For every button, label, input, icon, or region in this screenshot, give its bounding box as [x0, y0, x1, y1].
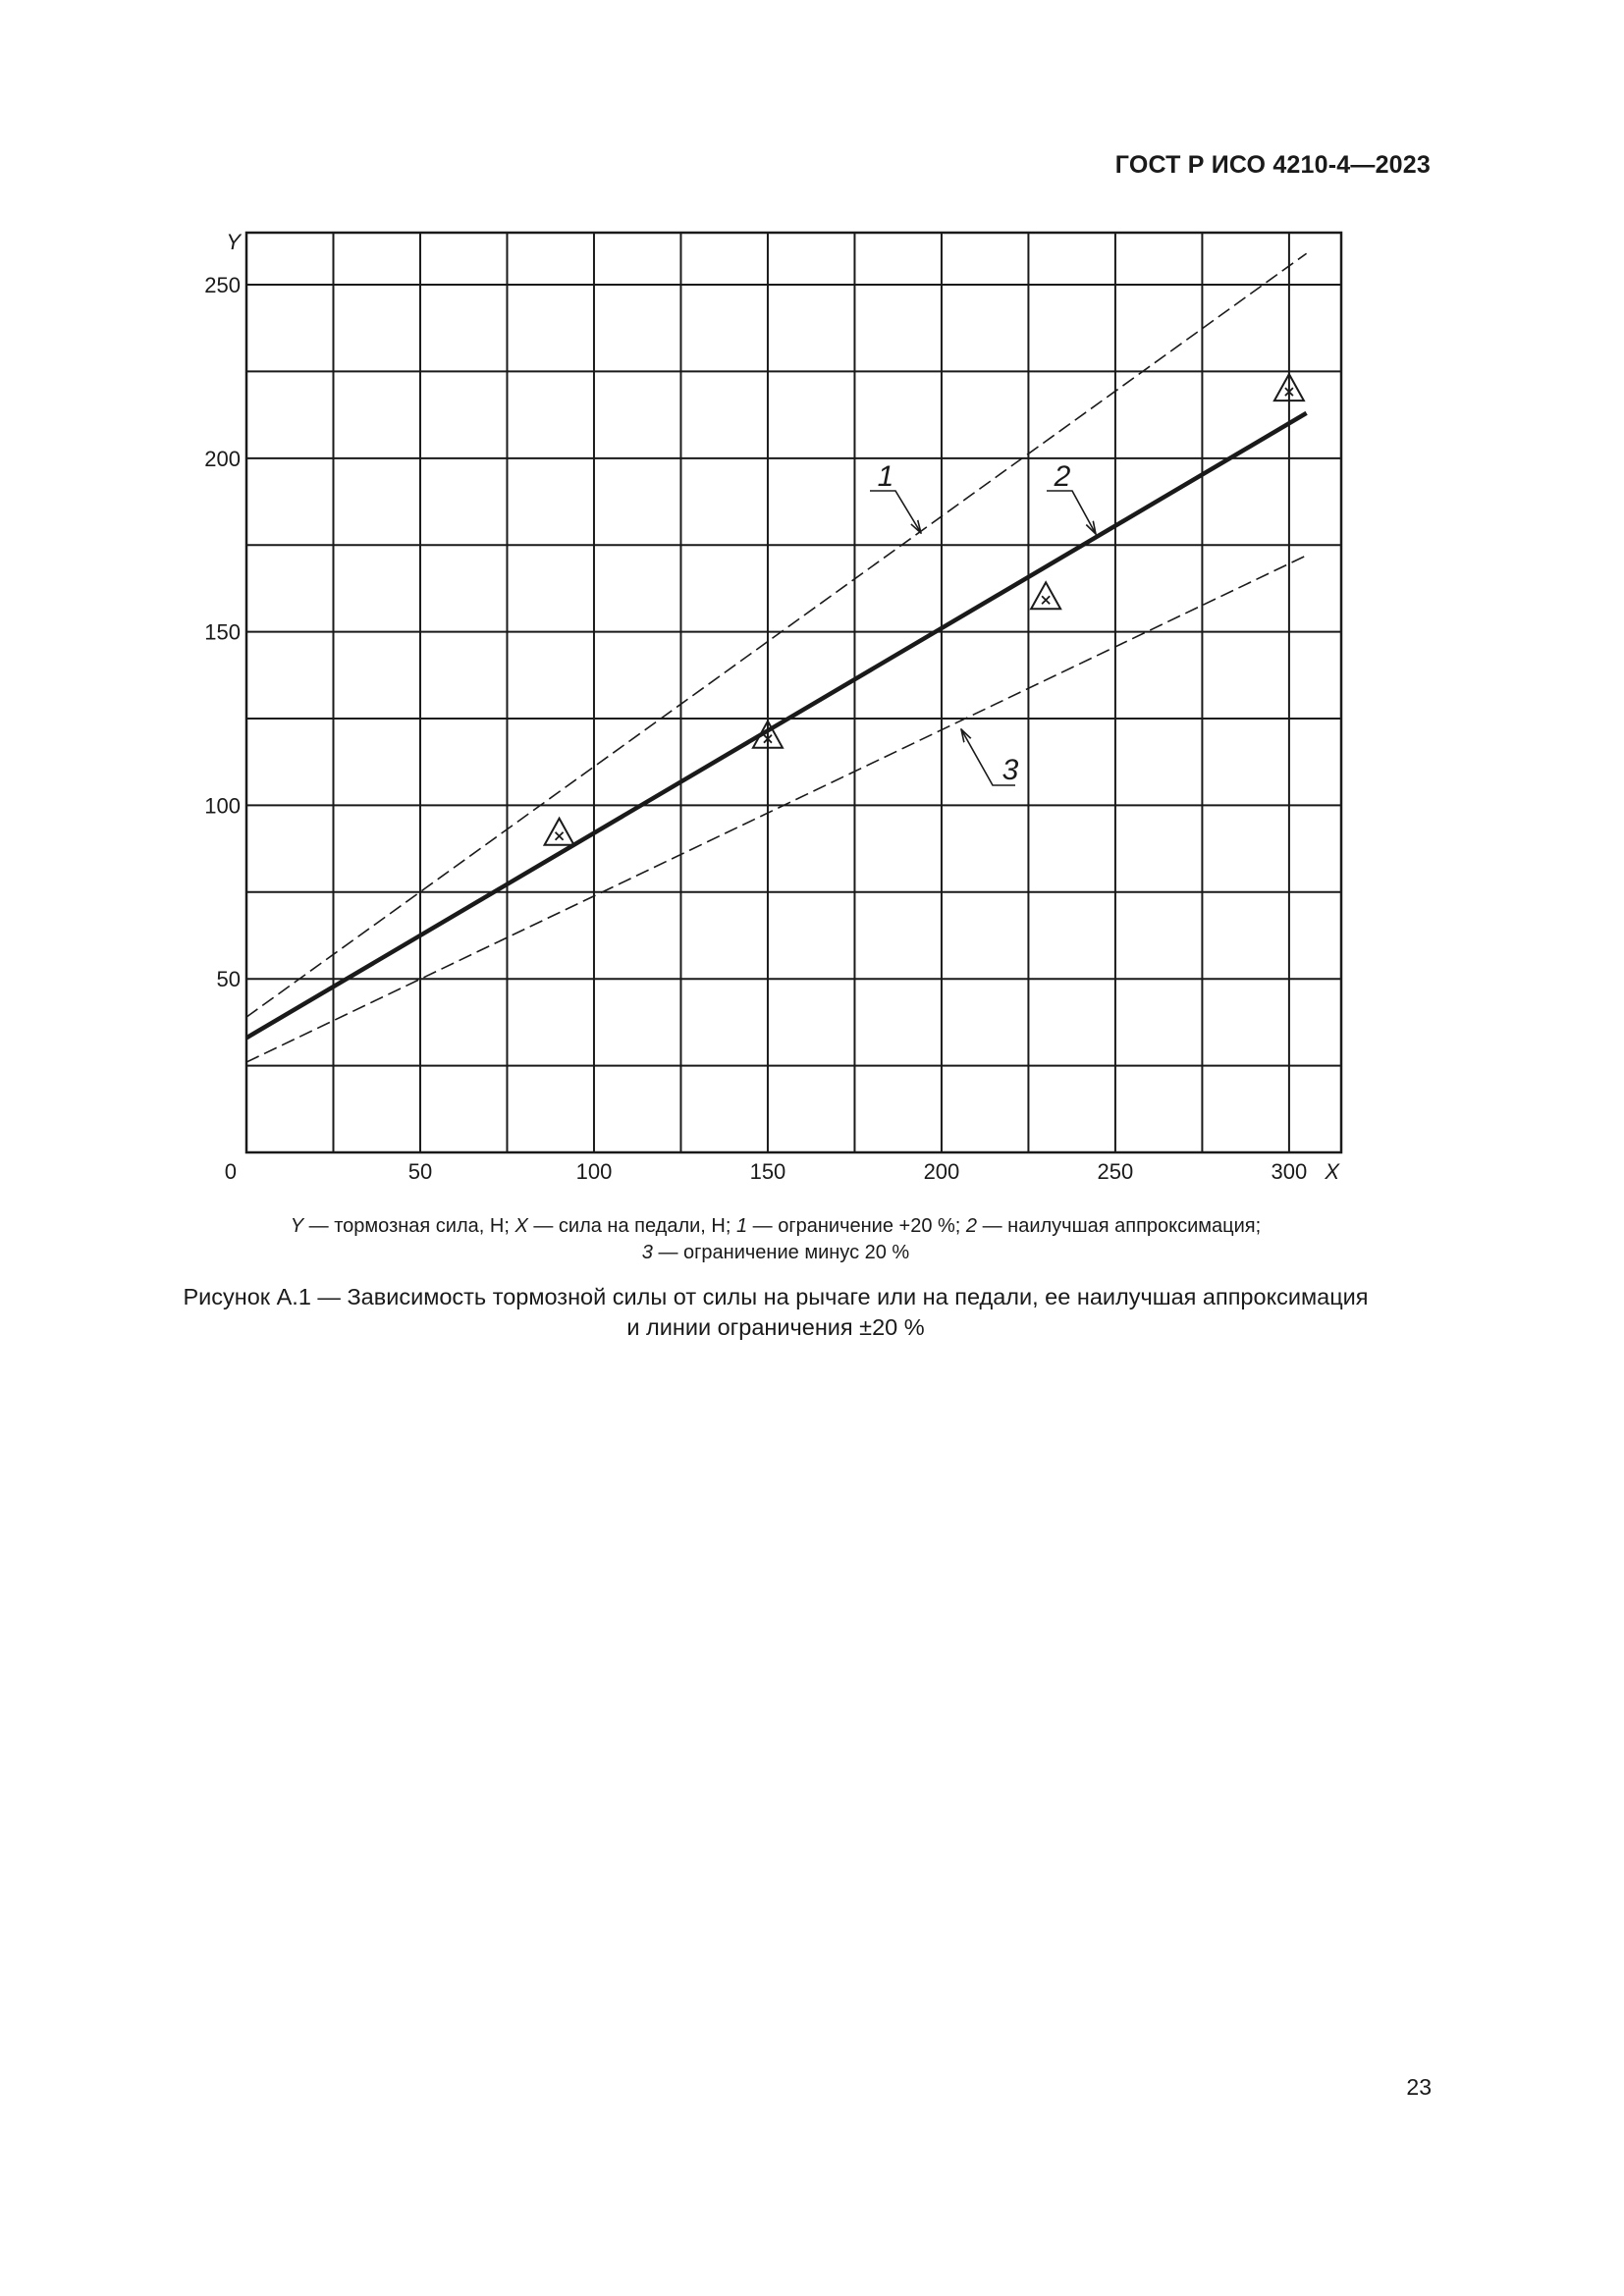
- annotation-2: [1047, 460, 1096, 534]
- chart-legend-line-2: [0, 1240, 1551, 1266]
- series-line-2: [246, 413, 1307, 1038]
- y-tick-label: 50: [216, 967, 241, 992]
- data-point-triangle: [545, 819, 574, 845]
- legend-1-symbol: 1: [735, 1215, 748, 1237]
- legend-1-text: — ограничение +20 %;: [747, 1215, 966, 1237]
- series-line-1: [246, 253, 1307, 1017]
- x-tick-label: 150: [749, 1159, 786, 1184]
- annotation-1: [870, 460, 921, 533]
- x-tick-label: 250: [1097, 1159, 1134, 1184]
- y-axis-label: Y: [226, 230, 241, 254]
- annotation-leader: [1047, 491, 1096, 534]
- x-axis-label: X: [1325, 1159, 1339, 1184]
- data-point-cross: [1042, 596, 1050, 604]
- data-point: [1031, 582, 1060, 609]
- legend-x-text: — сила на педали, Н;: [527, 1215, 736, 1237]
- y-tick-label: 100: [204, 793, 241, 819]
- legend-2-symbol: 2: [965, 1215, 978, 1237]
- y-tick-label: 150: [204, 619, 241, 645]
- legend-3-symbol: 3: [641, 1242, 653, 1263]
- chart-points: [545, 374, 1304, 845]
- figure-title-line-1: Рисунок А.1 — Зависимость тормозной силы от силы на рычаге или на педали, ее наилучшая аппроксимация: [183, 1284, 1369, 1309]
- chart-legend-line-1: [0, 1213, 1551, 1240]
- data-point-cross: [556, 832, 564, 840]
- chart-series: [246, 253, 1307, 1062]
- legend-2-text: — наилучшая аппроксимация;: [977, 1215, 1262, 1237]
- annotation-label: 3: [1001, 754, 1019, 786]
- annotation-label: 1: [877, 460, 894, 493]
- x-tick-label: 300: [1271, 1159, 1308, 1184]
- x-tick-label: 50: [407, 1159, 433, 1184]
- figure-title-line-2: и линии ограничения ±20 %: [626, 1314, 925, 1340]
- legend-y-text: — тормозная сила, Н;: [303, 1215, 515, 1237]
- data-point: [545, 819, 574, 845]
- x-tick-label: 200: [923, 1159, 960, 1184]
- page-number: 23: [1406, 2074, 1432, 2100]
- x-tick-label: 0: [224, 1159, 237, 1184]
- document-code: ГОСТ Р ИСО 4210-4—2023: [1114, 151, 1431, 179]
- legend-y-symbol: Y: [290, 1215, 304, 1237]
- y-tick-label: 250: [204, 273, 241, 298]
- annotation-leader: [870, 491, 921, 533]
- legend-3-text: — ограничение минус 20 %: [652, 1242, 910, 1263]
- chart-grid: [246, 233, 1341, 1152]
- y-tick-label: 200: [204, 446, 241, 471]
- legend-x-symbol: X: [514, 1215, 528, 1237]
- annotation-3: [961, 729, 1019, 786]
- annotation-label: 2: [1054, 460, 1071, 493]
- chart-annotations: [870, 460, 1096, 786]
- data-point-triangle: [1031, 582, 1060, 609]
- chart-ticks: [204, 230, 1340, 1184]
- x-tick-label: 100: [575, 1159, 613, 1184]
